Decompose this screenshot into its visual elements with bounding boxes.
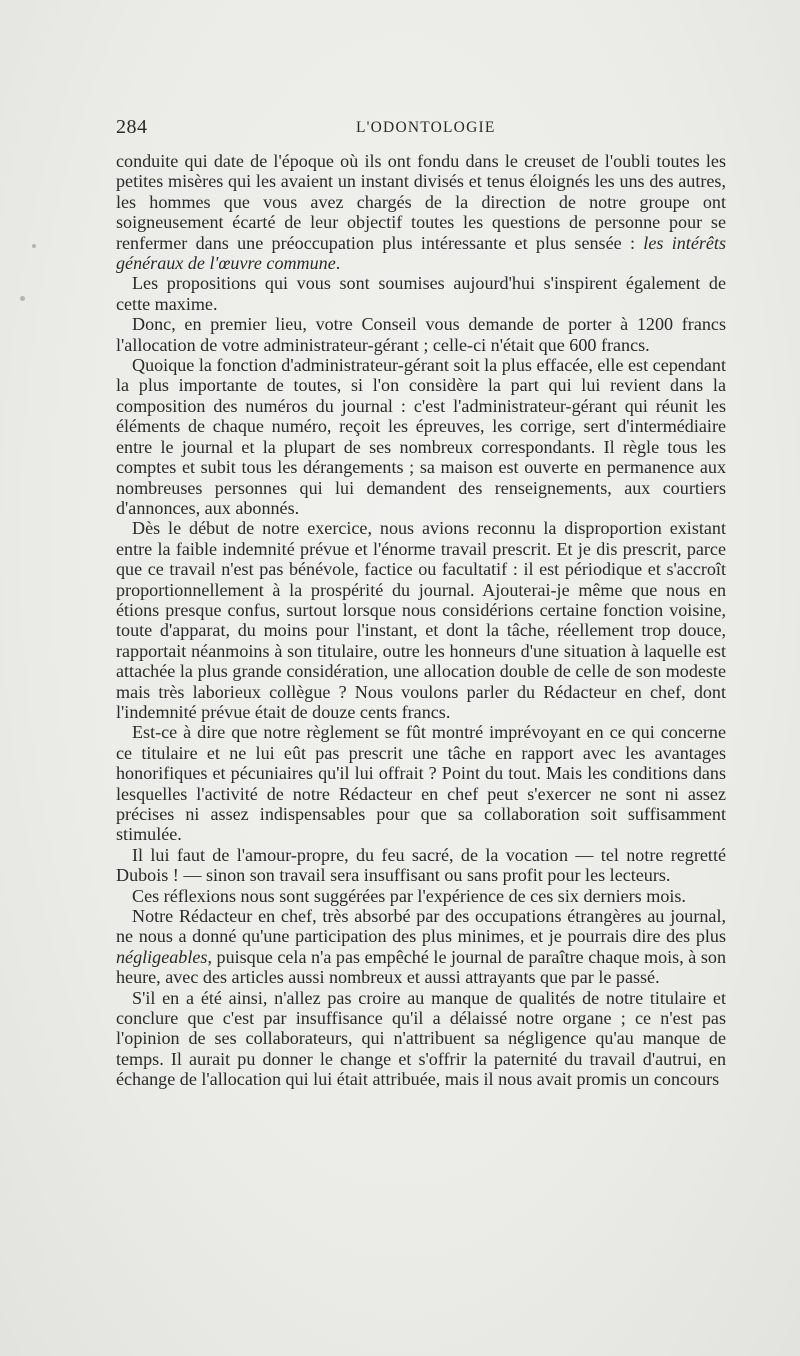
page-header bbox=[116, 116, 726, 140]
page-number: 284 bbox=[116, 116, 148, 138]
paragraph: Il lui faut de l'amour-propre, du feu sacré, de la vocation — tel notre regretté Dubois ! — sinon son travail sera insuffisant ou sans profit pour les lecteurs. bbox=[116, 844, 726, 886]
paragraph: S'il en a été ainsi, n'allez pas croire au manque de qualités de notre titulaire et conclure que c'est par insuffisance qu'il a délaissé notre organe ; ce n'est pas l'opinion de ses collaborateurs, qui n'attribuent sa négligence qu'au manque de temps. Il aurait pu donner le change et s'offrir la paternité du travail d'autrui, en échange de l'allocation qui lui était attribuée, mais il nous avait promis un concours bbox=[116, 987, 726, 1090]
running-title: L'ODONTOLOGIE bbox=[356, 119, 496, 136]
paragraph: Est-ce à dire que notre règlement se fût montré imprévoyant en ce qui concerne ce titulaire et ne lui eût pas prescrit une tâche en rapport avec les avantages honorifiques et pécuniaires qu'il lui offrait ? Point du tout. Mais les conditions dans lesquelles l'activité de notre Rédacteur en chef peut s'exercer ne sont ni assez précises ni assez indispensables pour que sa collaboration soit suffisamment stimulée. bbox=[116, 722, 726, 845]
paragraph: Les propositions qui vous sont soumises aujourd'hui s'inspirent également de cette maxime. bbox=[116, 273, 726, 314]
paper-speck bbox=[20, 296, 25, 301]
paper-speck bbox=[32, 244, 36, 248]
paragraph: Dès le début de notre exercice, nous avions reconnu la disproportion existant entre la faible indemnité prévue et l'énorme travail prescrit. Et je dis prescrit, parce que ce travail n'est pas bénévole, factice ou facultatif : il est périodique et s'accroît proportionnellement à la prospérité du journal. Ajouterai-je même que nous en étions presque confus, surtout lorsque nous considérions certaine fonction voisine, toute d'apparat, du moins pour l'instant, et dont la tâche, réellement trop douce, rapportait néanmoins à son titulaire, outre les honneurs d'une situation à laquelle est attachée la plus grande considération, une allocation double de celle de son modeste mais très laborieux collègue ? Nous voulons parler du Rédacteur en chef, dont l'indemnité prévue était de douze cents francs. bbox=[116, 518, 726, 722]
paragraph: Notre Rédacteur en chef, très absorbé par des occupations étrangères au journal, ne nous a donné qu'une participation des plus minimes, et je pourrais dire des plus négligeables, puisque cela n'a pas empêché le journal de paraître chaque mois, à son heure, avec des articles aussi nombreux et aussi attrayants que par le passé. bbox=[116, 906, 726, 988]
paragraph: Ces réflexions nous sont suggérées par l'expérience de ces six derniers mois. bbox=[132, 885, 686, 906]
paragraph: Quoique la fonction d'administrateur-gérant soit la plus effacée, elle est cependant la plus importante de toutes, si l'on considère la part qui lui revient dans la composition des numéros du journal : c'est l'administrateur-gérant qui réunit les éléments de chaque numéro, reçoit les épreuves, les corrige, sert d'intermédiaire entre le journal et la plupart de ses nombreux correspondants. Il règle tous les comptes et subit tous les dérangements ; sa maison est ouverte en permanence aux nombreuses personnes qui lui demandent des renseignements, aux courtiers d'annonces, aux abonnés. bbox=[116, 355, 726, 518]
paragraph: conduite qui date de l'époque où ils ont fondu dans le creuset de l'oubli toutes les petites misères qui les avaient un instant divisés et tenus éloignés les uns des autres, les hommes que vous avez chargés de la direction de notre groupe ont soigneusement écarté de leur objectif toutes les questions de personne pour se renfermer dans une préoccupation plus intéressante et plus sensée : les intérêts généraux de l'œuvre commune. bbox=[116, 151, 726, 274]
paragraph: Donc, en premier lieu, votre Conseil vous demande de porter à 1200 francs l'allocation de votre administrateur-gérant ; celle-ci n'était que 600 francs. bbox=[116, 314, 726, 355]
body-text bbox=[116, 151, 726, 1090]
